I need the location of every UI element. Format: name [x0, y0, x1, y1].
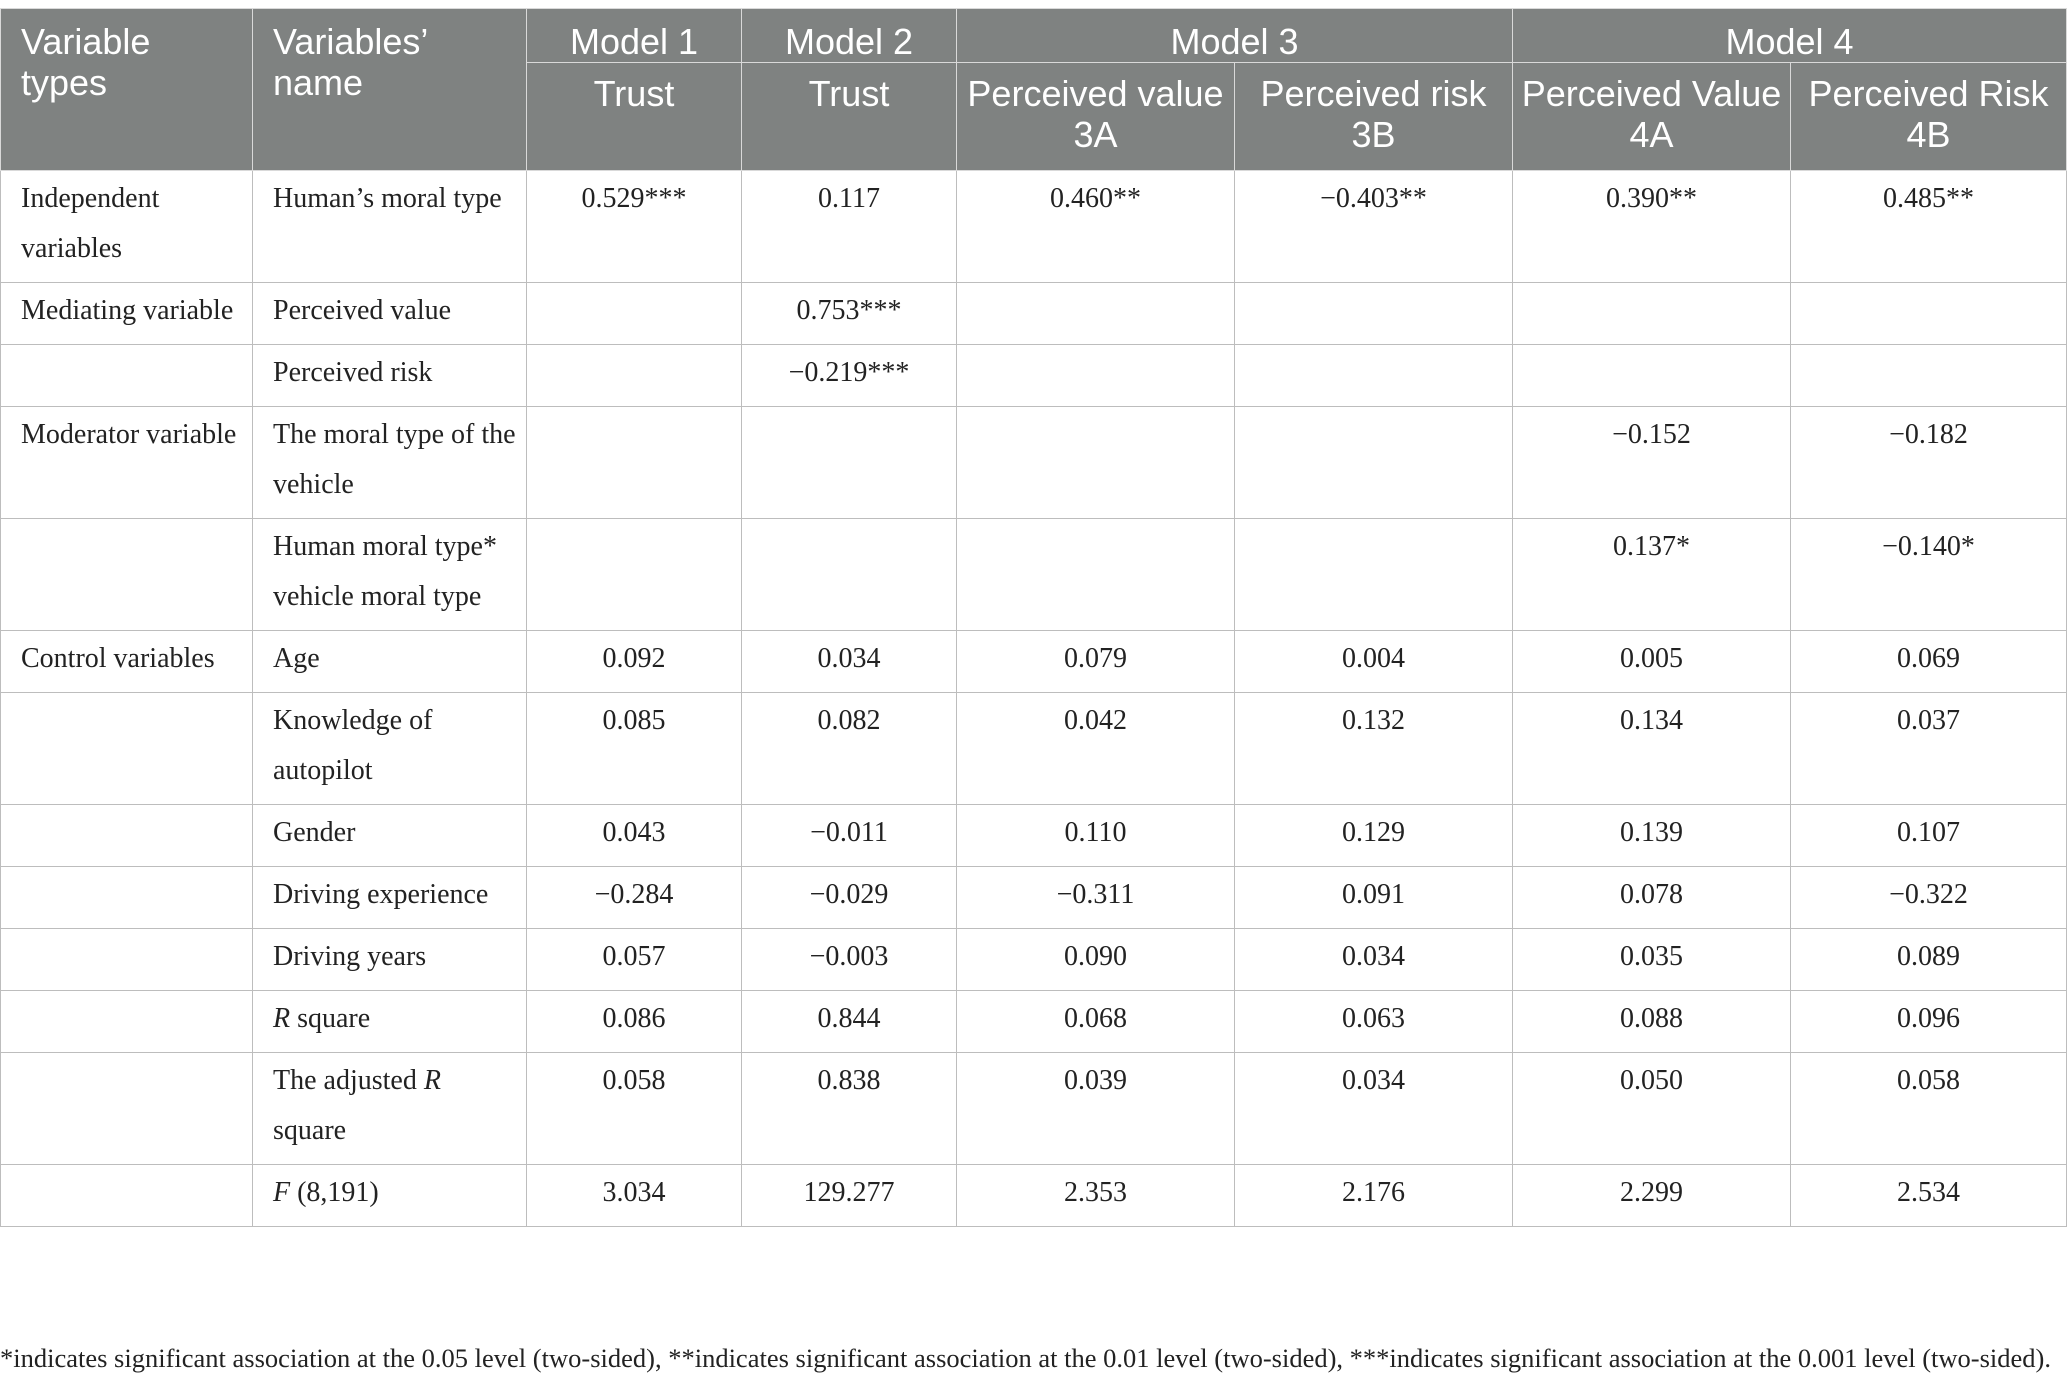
cell-value — [1235, 519, 1513, 631]
cell-value: 0.091 — [1235, 867, 1513, 929]
cell-value: −0.219*** — [742, 345, 957, 407]
table-row — [1, 519, 2067, 631]
cell-variable-type — [1, 929, 253, 991]
cell-value — [527, 407, 742, 519]
cell-value: 0.460** — [957, 171, 1235, 283]
cell-variable-type — [1, 867, 253, 929]
header-variables-name: Variables’ name — [253, 9, 527, 171]
header-model-3: Model 3 — [957, 9, 1513, 63]
cell-value — [742, 407, 957, 519]
f-label-rest: (8,191) — [290, 1177, 379, 1208]
cell-variable-type — [1, 1165, 253, 1227]
cell-value: 0.110 — [957, 805, 1235, 867]
subheader-model1-trust: Trust — [527, 63, 742, 171]
cell-value — [957, 519, 1235, 631]
cell-variable-name-f-statistic — [253, 1165, 527, 1227]
cell-value — [957, 407, 1235, 519]
cell-value: 0.088 — [1513, 991, 1791, 1053]
subheader-perceived-risk-3b: Perceived risk 3B — [1235, 63, 1513, 171]
cell-value: −0.011 — [742, 805, 957, 867]
cell-variable-type — [1, 1053, 253, 1165]
table-row — [1, 407, 2067, 519]
table-header — [1, 9, 2067, 171]
r-square-label-rest: square — [290, 1003, 371, 1034]
f-symbol: F — [273, 1177, 291, 1208]
table-row — [1, 805, 2067, 867]
cell-value — [1235, 283, 1513, 345]
cell-variable-name-adjusted-r-square — [253, 1053, 527, 1165]
cell-variable-type: Moderator variable — [1, 407, 253, 519]
cell-value: 0.037 — [1791, 693, 2067, 805]
subheader-perceived-value-3a: Perceived value 3A — [957, 63, 1235, 171]
header-variable-types: Variable types — [1, 9, 253, 171]
cell-value: 0.068 — [957, 991, 1235, 1053]
cell-value — [1791, 345, 2067, 407]
cell-value: 0.004 — [1235, 631, 1513, 693]
cell-value: 0.058 — [1791, 1053, 2067, 1165]
cell-value: 129.277 — [742, 1165, 957, 1227]
cell-variable-type — [1, 805, 253, 867]
table-row — [1, 283, 2067, 345]
cell-variable-name: Gender — [253, 805, 527, 867]
cell-value: 0.039 — [957, 1053, 1235, 1165]
cell-value: 0.057 — [527, 929, 742, 991]
cell-value — [957, 345, 1235, 407]
cell-variable-type — [1, 345, 253, 407]
cell-value: 0.753*** — [742, 283, 957, 345]
cell-variable-type — [1, 693, 253, 805]
cell-value: 2.176 — [1235, 1165, 1513, 1227]
cell-value: 0.529*** — [527, 171, 742, 283]
cell-value: 0.043 — [527, 805, 742, 867]
cell-value: 0.096 — [1791, 991, 2067, 1053]
cell-value: −0.322 — [1791, 867, 2067, 929]
cell-value: 0.139 — [1513, 805, 1791, 867]
cell-value: 0.134 — [1513, 693, 1791, 805]
cell-value: 0.042 — [957, 693, 1235, 805]
table-row — [1, 693, 2067, 805]
table-row-f-statistic — [1, 1165, 2067, 1227]
cell-value: 0.034 — [742, 631, 957, 693]
subheader-perceived-risk-4b: Perceived Risk 4B — [1791, 63, 2067, 171]
cell-variable-name: Driving experience — [253, 867, 527, 929]
cell-value — [1791, 283, 2067, 345]
table-footnote: *indicates significant association at the 0.05 level (two-sided), **indicates significant association at the 0.01 level (two-sided), ***indicates significant association at the 0.001 level (two-sided). — [0, 1343, 2051, 1373]
r-symbol: R — [423, 1065, 441, 1096]
cell-value — [1235, 407, 1513, 519]
cell-variable-type: Mediating variable — [1, 283, 253, 345]
cell-value: 0.838 — [742, 1053, 957, 1165]
adjusted-r-label-pre: The adjusted — [273, 1065, 424, 1096]
cell-value: 0.005 — [1513, 631, 1791, 693]
cell-value: 0.082 — [742, 693, 957, 805]
cell-value: 0.129 — [1235, 805, 1513, 867]
cell-variable-name: Knowledge of autopilot — [253, 693, 527, 805]
cell-variable-name-r-square — [253, 991, 527, 1053]
adjusted-r-label-rest: square — [273, 1115, 347, 1146]
cell-value: −0.003 — [742, 929, 957, 991]
cell-value: 2.299 — [1513, 1165, 1791, 1227]
cell-value: 0.485** — [1791, 171, 2067, 283]
cell-value: 0.063 — [1235, 991, 1513, 1053]
cell-value: 2.353 — [957, 1165, 1235, 1227]
cell-variable-type — [1, 519, 253, 631]
regression-results-table — [0, 8, 2067, 1227]
cell-value — [527, 345, 742, 407]
cell-value: −0.403** — [1235, 171, 1513, 283]
cell-value — [1513, 283, 1791, 345]
cell-value: 0.086 — [527, 991, 742, 1053]
cell-value: 0.034 — [1235, 1053, 1513, 1165]
cell-variable-name: Perceived risk — [253, 345, 527, 407]
cell-variable-type: Control variables — [1, 631, 253, 693]
cell-value: 0.090 — [957, 929, 1235, 991]
cell-value: −0.284 — [527, 867, 742, 929]
cell-value — [1513, 345, 1791, 407]
table-row — [1, 631, 2067, 693]
cell-value: 0.069 — [1791, 631, 2067, 693]
cell-variable-type — [1, 991, 253, 1053]
cell-value: −0.182 — [1791, 407, 2067, 519]
table-row-r-square — [1, 991, 2067, 1053]
r-symbol: R — [273, 1003, 291, 1034]
cell-value: 0.844 — [742, 991, 957, 1053]
table-row-adjusted-r-square — [1, 1053, 2067, 1165]
cell-value: 0.092 — [527, 631, 742, 693]
header-model-1: Model 1 — [527, 9, 742, 63]
subheader-perceived-value-4a: Perceived Value 4A — [1513, 63, 1791, 171]
cell-value: 0.035 — [1513, 929, 1791, 991]
table-row — [1, 867, 2067, 929]
cell-value: 0.117 — [742, 171, 957, 283]
cell-variable-name: Age — [253, 631, 527, 693]
cell-variable-name: Human’s moral type — [253, 171, 527, 283]
cell-variable-name: Perceived value — [253, 283, 527, 345]
cell-value: −0.029 — [742, 867, 957, 929]
cell-value: 0.390** — [1513, 171, 1791, 283]
cell-value: 2.534 — [1791, 1165, 2067, 1227]
cell-value: 0.137* — [1513, 519, 1791, 631]
header-model-2: Model 2 — [742, 9, 957, 63]
table-row — [1, 171, 2067, 283]
cell-value: −0.311 — [957, 867, 1235, 929]
cell-value: −0.140* — [1791, 519, 2067, 631]
cell-value: 0.058 — [527, 1053, 742, 1165]
cell-value — [527, 283, 742, 345]
table-body — [1, 171, 2067, 1227]
header-model-4: Model 4 — [1513, 9, 2067, 63]
cell-value: 0.078 — [1513, 867, 1791, 929]
table-row — [1, 929, 2067, 991]
cell-value: 0.089 — [1791, 929, 2067, 991]
cell-value: 0.132 — [1235, 693, 1513, 805]
cell-value: 0.079 — [957, 631, 1235, 693]
cell-value: 0.085 — [527, 693, 742, 805]
cell-variable-type: Independent variables — [1, 171, 253, 283]
cell-variable-name: Human moral type* vehicle moral type — [253, 519, 527, 631]
cell-value: 0.107 — [1791, 805, 2067, 867]
cell-variable-name: Driving years — [253, 929, 527, 991]
cell-value: 3.034 — [527, 1165, 742, 1227]
cell-variable-name: The moral type of the vehicle — [253, 407, 527, 519]
regression-table-container — [0, 8, 2068, 1227]
cell-value — [1235, 345, 1513, 407]
cell-value: −0.152 — [1513, 407, 1791, 519]
cell-value: 0.050 — [1513, 1053, 1791, 1165]
subheader-model2-trust: Trust — [742, 63, 957, 171]
cell-value — [957, 283, 1235, 345]
cell-value: 0.034 — [1235, 929, 1513, 991]
table-row — [1, 345, 2067, 407]
cell-value — [742, 519, 957, 631]
cell-value — [527, 519, 742, 631]
